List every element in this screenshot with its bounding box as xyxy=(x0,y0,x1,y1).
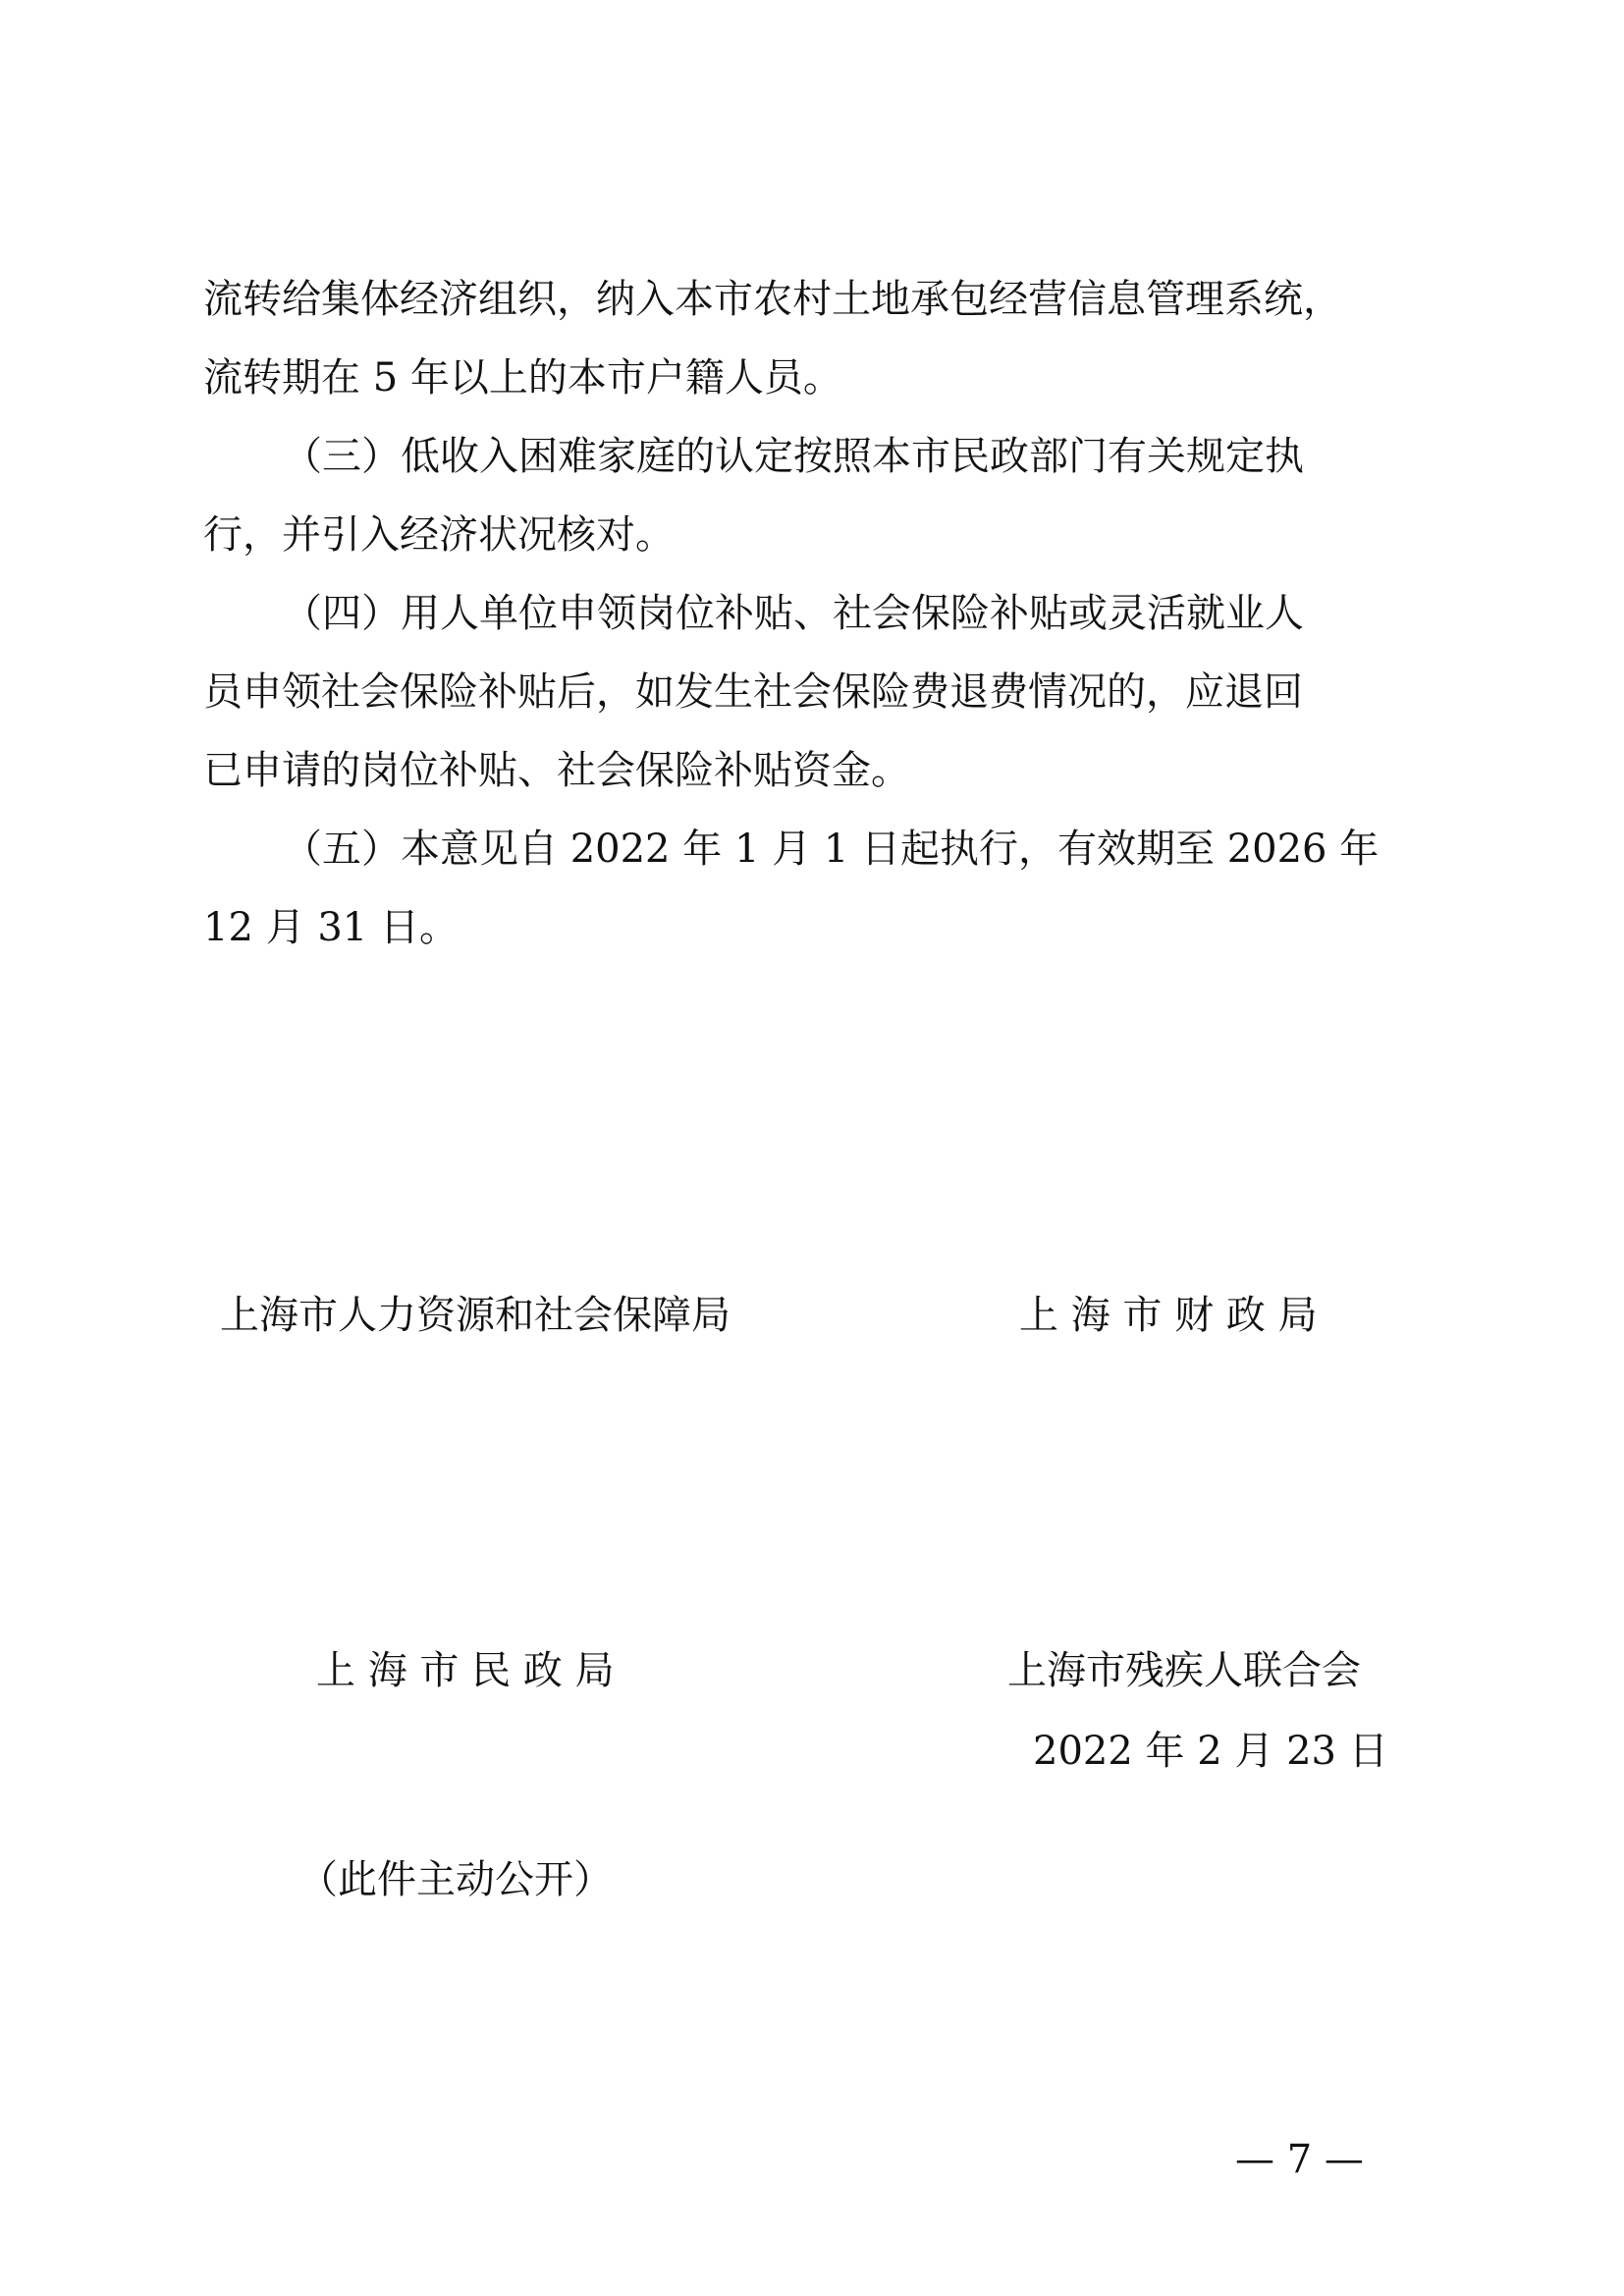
page-number: — 7 — xyxy=(1235,2137,1364,2182)
body-line: 12 月 31 日。 xyxy=(203,905,459,950)
signatory-finance-bureau: 上 海 市 财 政 局 xyxy=(1019,1293,1318,1338)
body-line: （四）用人单位申领岗位补贴、社会保险补贴或灵活就业人 xyxy=(283,591,1304,636)
signatory-civil-affairs-bureau: 上 海 市 民 政 局 xyxy=(316,1648,615,1693)
body-line: 行，并引入经济状况核对。 xyxy=(203,512,675,558)
body-line: （五）本意见自 2022 年 1 月 1 日起执行，有效期至 2026 年 xyxy=(283,827,1380,872)
signatory-disabled-federation: 上海市残疾人联合会 xyxy=(1007,1648,1361,1693)
publicity-note: （此件主动公开） xyxy=(298,1857,613,1902)
issue-date: 2022 年 2 月 23 日 xyxy=(1033,1729,1388,1774)
body-line: 员申领社会保险补贴后，如发生社会保险费退费情况的，应退回 xyxy=(203,669,1303,715)
body-line: 流转给集体经济组织，纳入本市农村土地承包经营信息管理系统， xyxy=(203,277,1342,322)
signatory-hrss-bureau: 上海市人力资源和社会保障局 xyxy=(220,1293,731,1338)
body-line: （三）低收入困难家庭的认定按照本市民政部门有关规定执 xyxy=(283,434,1304,479)
body-line: 流转期在 5 年以上的本市户籍人员。 xyxy=(203,355,842,400)
body-line: 已申请的岗位补贴、社会保险补贴资金。 xyxy=(203,748,910,793)
